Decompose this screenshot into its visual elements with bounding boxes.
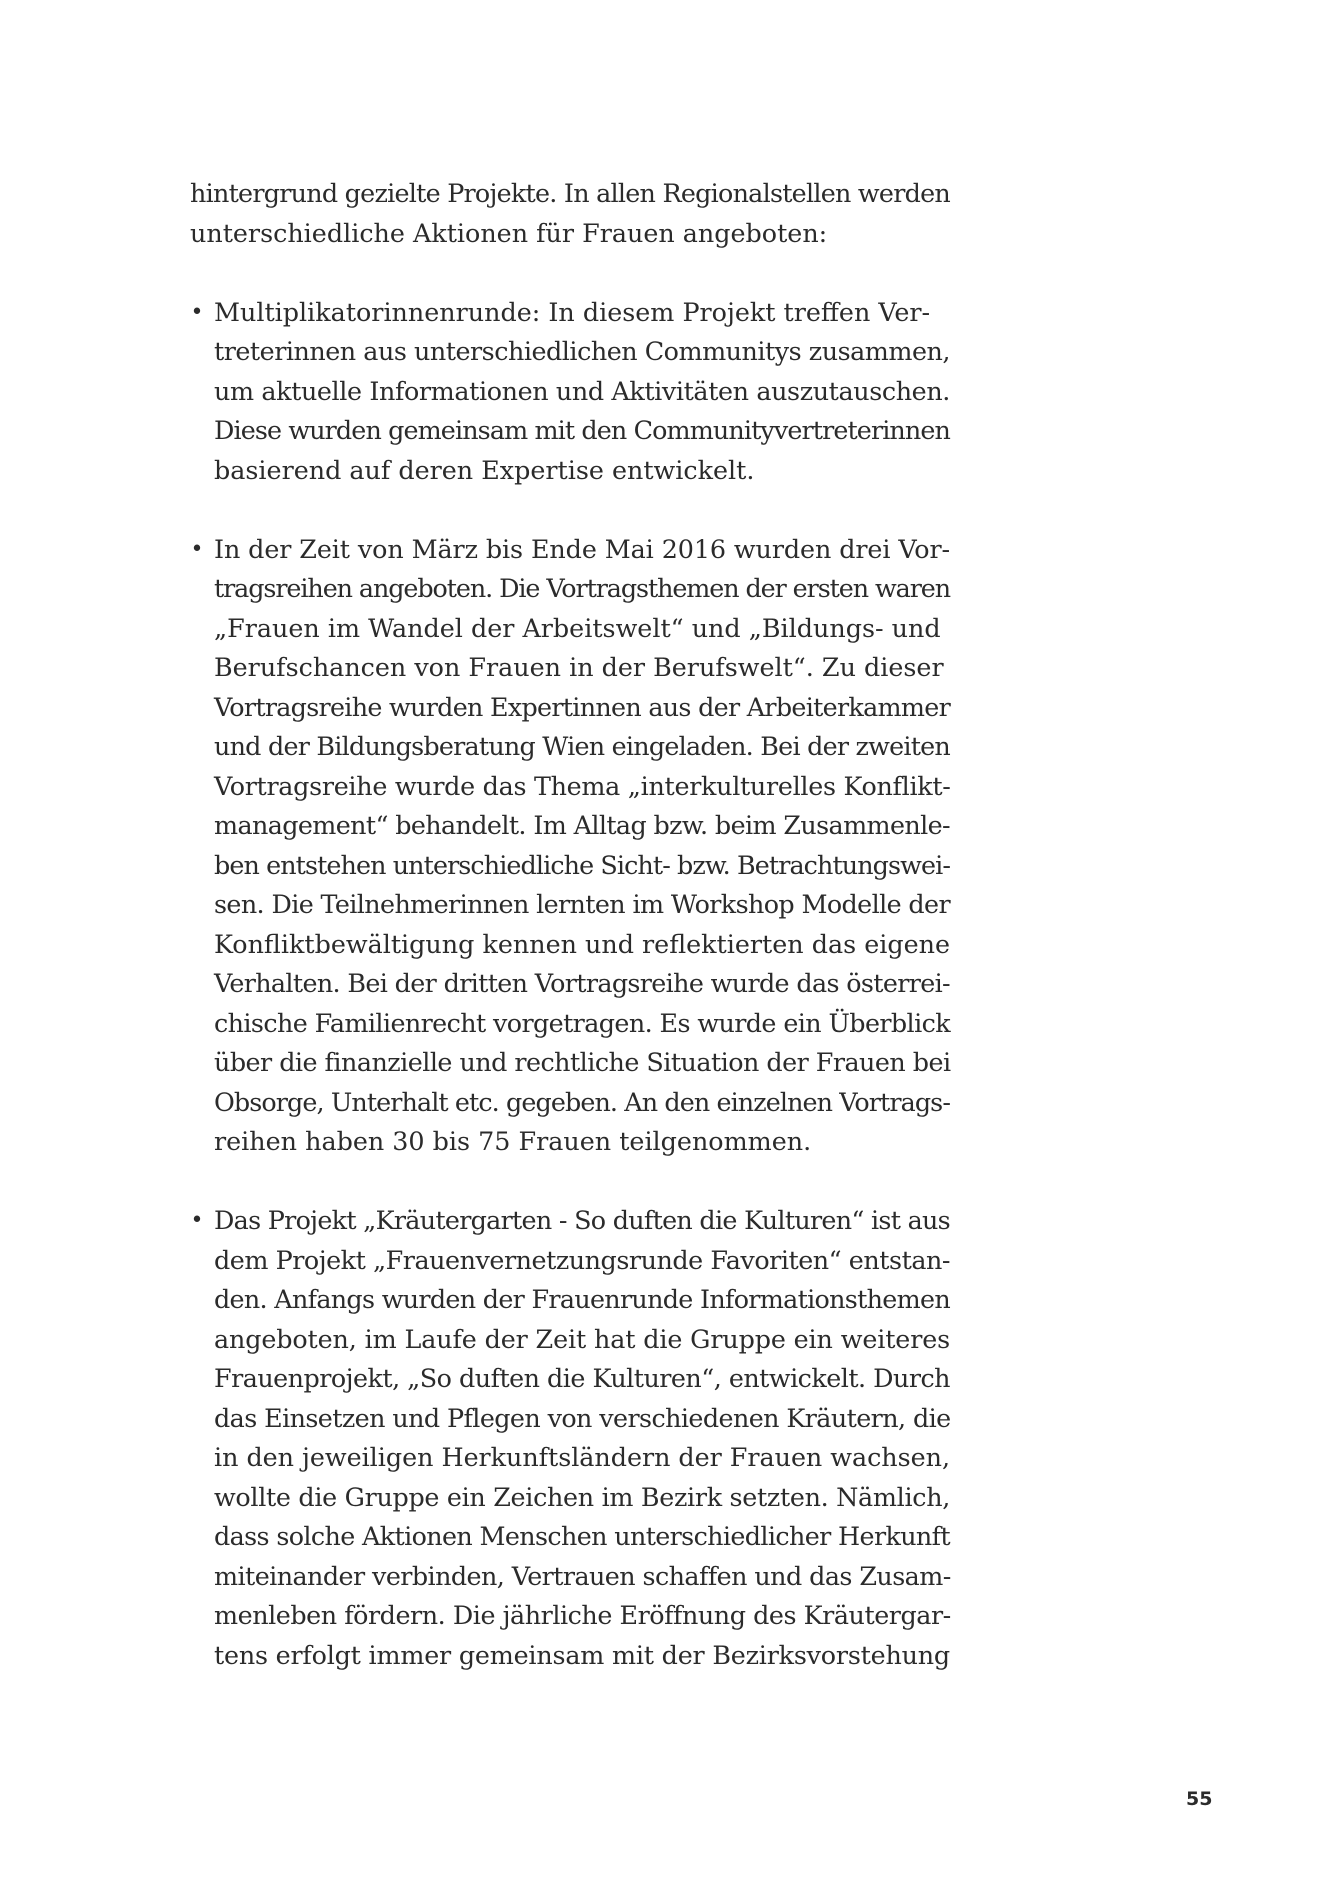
text-line: wollte die Gruppe ein Zeichen im Bezirk setzten. Nämlich, [214,1481,950,1512]
page-number: 55 [1186,1788,1213,1810]
text-line: tragsreihen angeboten. Die Vortragsthemen der ersten waren [214,573,950,603]
bullet-icon: • [190,299,204,325]
text-line: über die finanzielle und rechtliche Situation der Frauen bei [214,1047,951,1077]
text-line: chische Familienrecht vorgetragen. Es wurde ein Überblick [214,1007,950,1038]
body-text [190,174,950,1675]
text-line: den. Anfangs wurden der Frauenrunde Informationsthemen [214,1284,950,1314]
text-line: miteinander verbinden, Vertrauen schaffen und das Zusam- [214,1560,951,1591]
text-line: angeboten, im Laufe der Zeit hat die Gruppe ein weiteres [214,1323,950,1354]
text-line: dass solche Aktionen Menschen unterschiedlicher Herkunft [214,1521,950,1551]
text-line: Vortragsreihe wurde das Thema „interkulturelles Konflikt- [214,770,951,801]
text-line: in den jeweiligen Herkunftsländern der Frauen wachsen, [214,1442,950,1472]
text-line: tens erfolgt immer gemeinsam mit der Bezirksvorstehung [214,1639,950,1670]
text-line: Obsorge, Unterhalt etc. gegeben. An den einzelnen Vortrags- [214,1086,950,1117]
bullet-item-multiplikatorinnenrunde [190,293,950,491]
text-line: Berufschancen von Frauen in der Berufswelt“. Zu dieser [214,652,944,682]
text-line: basierend auf deren Expertise entwickelt. [214,454,755,485]
text-line: um aktuelle Informationen und Aktivitäten auszutauschen. [214,375,950,406]
text-line: management“ behandelt. Im Alltag bzw. beim Zusammenle- [214,810,950,840]
text-line: reihen haben 30 bis 75 Frauen teilgenommen. [214,1126,812,1156]
text-line: „Frauen im Wandel der Arbeitswelt“ und „Bildungs- und [214,612,941,643]
text-line: dem Projekt „Frauenvernetzungsrunde Favoriten“ entstan- [214,1244,950,1275]
text-line: hintergrund gezielte Projekte. In allen Regionalstellen werden [190,178,950,208]
text-line: Verhalten. Bei der dritten Vortragsreihe wurde das österrei- [214,968,950,998]
text-line: ben entstehen unterschiedliche Sicht- bzw. Betrachtungswei- [214,849,950,880]
bullet-item-kraeutergarten [190,1201,950,1675]
text-line: Vortragsreihe wurden Expertinnen aus der Arbeiterkammer [214,691,950,722]
text-line: und der Bildungsberatung Wien eingeladen. Bei der zweiten [214,731,950,761]
text-line: unterschiedliche Aktionen für Frauen angeboten: [190,217,828,248]
intro-paragraph [190,174,950,253]
text-line: das Einsetzen und Pflegen von verschiedenen Kräutern, die [214,1402,951,1433]
text-line: In der Zeit von März bis Ende Mai 2016 wurden drei Vor- [214,533,950,564]
text-line: Multiplikatorinnenrunde: In diesem Projekt treffen Ver- [214,296,931,327]
text-line: Das Projekt „Kräutergarten - So duften die Kulturen“ ist aus [214,1205,950,1235]
text-line: treterinnen aus unterschiedlichen Communitys zusammen, [214,336,951,366]
text-line: Konfliktbewältigung kennen und reflektierten das eigene [214,928,950,959]
text-line: Diese wurden gemeinsam mit den Communityvertreterinnen [214,415,950,445]
text-line: Frauenprojekt, „So duften die Kulturen“, entwickelt. Durch [214,1363,950,1393]
text-line: sen. Die Teilnehmerinnen lernten im Workshop Modelle der [214,889,950,919]
bullet-icon: • [190,536,204,562]
bullet-item-vortragsreihen [190,530,950,1162]
bullet-icon: • [190,1208,204,1233]
text-line: menleben fördern. Die jährliche Eröffnung des Kräutergar- [214,1600,951,1630]
